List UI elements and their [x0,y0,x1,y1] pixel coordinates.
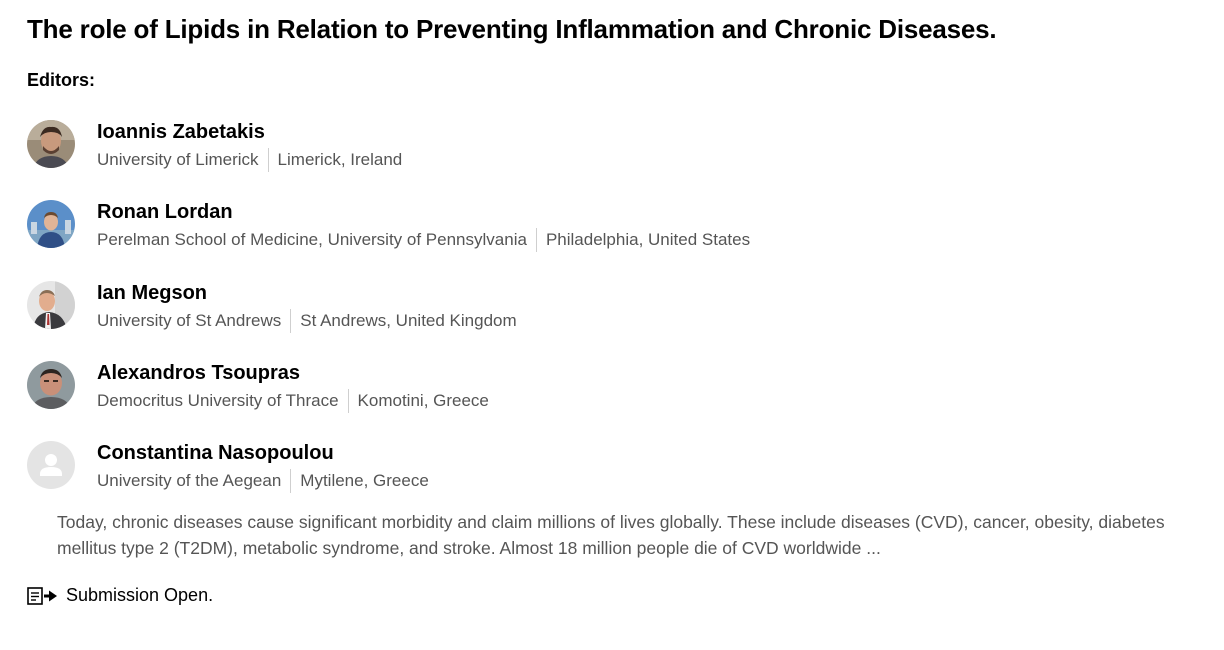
editor-location: Komotini, Greece [357,391,489,410]
editor-institution: Perelman School of Medicine, University of Pennsylvania [97,230,527,249]
editor-avatar[interactable] [27,200,75,248]
editor-name[interactable]: Ronan Lordan [97,201,233,223]
editor-institution: University of Limerick [97,150,259,169]
editor-affiliation [97,469,429,493]
editor-avatar[interactable] [27,361,75,409]
editor-location: Limerick, Ireland [277,150,403,169]
editor-affiliation [97,228,750,252]
editor-name[interactable]: Ioannis Zabetakis [97,121,265,143]
editor-institution: University of the Aegean [97,471,282,490]
editor-avatar[interactable] [27,120,75,168]
editor-affiliation [97,148,402,172]
divider [536,228,537,252]
editor-avatar[interactable] [27,281,75,329]
submission-label: Submission Open. [66,585,214,605]
abstract-text: Today, chronic diseases cause significant morbidity and claim millions of lives globally. These include diseases (CVD), cancer, obesity, diabetes mellitus type 2 (T2DM), metabolic syndrome, and stroke. Almost 18 million people die of CVD worldwide ... [57,512,1165,558]
editor-item [27,361,1207,411]
page-title[interactable]: The role of Lipids in Relation to Preventing Inflammation and Chronic Diseases. [27,14,997,44]
editor-name[interactable]: Ian Megson [97,282,208,304]
submission-status[interactable] [27,585,213,606]
editor-item [27,200,1207,250]
divider [268,148,269,172]
divider [290,469,291,493]
editor-item [27,120,1207,170]
editor-affiliation [97,389,489,413]
editor-name[interactable]: Constantina Nasopoulou [97,442,334,464]
editor-location: Philadelphia, United States [545,230,751,249]
document-arrow-icon [27,586,61,606]
editor-name[interactable]: Alexandros Tsoupras [97,362,301,384]
divider [348,389,349,413]
editor-institution: Democritus University of Thrace [97,391,339,410]
editor-affiliation [97,309,517,333]
editors-heading: Editors: [27,70,96,90]
editor-location: St Andrews, United Kingdom [300,311,517,330]
placeholder-person-icon[interactable] [27,441,75,489]
editor-item [27,441,1207,491]
editor-item [27,281,1207,331]
divider [290,309,291,333]
editor-location: Mytilene, Greece [300,471,429,490]
editor-institution: University of St Andrews [97,311,282,330]
